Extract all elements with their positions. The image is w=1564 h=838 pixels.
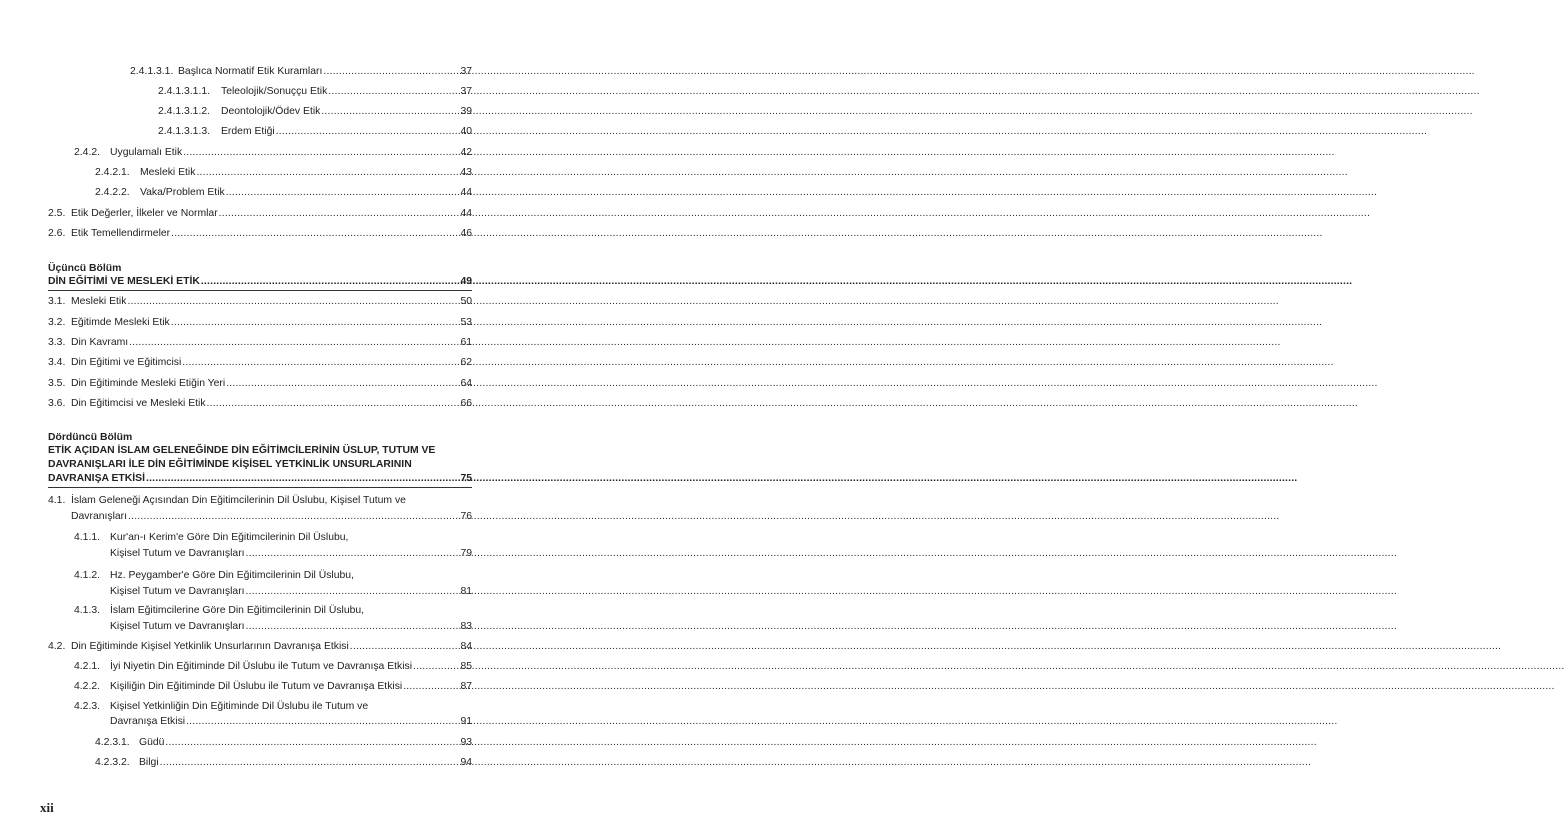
- leader-dots: [246, 585, 460, 598]
- leader-dots: [350, 640, 460, 653]
- entry-title: Erdem Etiği: [221, 126, 275, 137]
- toc-entry[interactable]: [158, 85, 472, 98]
- toc-entry[interactable]: [95, 736, 472, 749]
- entry-title: Mesleki Etik: [140, 167, 196, 178]
- entry-page: 44: [460, 187, 472, 198]
- toc-entry[interactable]: [48, 295, 472, 308]
- entry-number: 4.1.: [48, 495, 66, 506]
- divider: [48, 487, 472, 488]
- toc-entry-line1[interactable]: [74, 569, 354, 582]
- entry-number: 3.4.: [48, 357, 66, 368]
- chapter-heading[interactable]: [48, 472, 472, 485]
- entry-number: 4.1.2.: [74, 570, 100, 581]
- chapter-label: Dördüncü Bölüm: [48, 432, 133, 443]
- entry-page: 42: [460, 147, 472, 158]
- entry-page: 62: [460, 357, 472, 368]
- leader-dots: [413, 660, 459, 673]
- leader-dots: [186, 715, 459, 728]
- entry-page: 50: [460, 296, 472, 307]
- entry-number: 2.4.2.: [74, 147, 100, 158]
- toc-entry[interactable]: [130, 65, 472, 78]
- entry-page: 83: [460, 621, 472, 632]
- entry-page: 61: [460, 337, 472, 348]
- leader-dots: [171, 316, 460, 329]
- entry-number: 2.5.: [48, 208, 66, 219]
- leader-dots: [165, 736, 459, 749]
- leader-dots: [328, 85, 459, 98]
- leader-dots: [171, 227, 459, 240]
- leader-dots: [226, 377, 459, 390]
- entry-page: 64: [460, 378, 472, 389]
- chapter-title-line: ETİK AÇIDAN İSLAM GELENEĞİNDE DİN EĞİTİMCİLERİNİN ÜSLUP, TUTUM VE: [48, 445, 436, 456]
- entry-number: 2.4.1.3.1.2.: [158, 106, 210, 117]
- entry-page: 37: [460, 86, 472, 97]
- entry-number: 2.4.1.3.1.1.: [158, 86, 210, 97]
- toc-entry[interactable]: [48, 316, 472, 329]
- toc-entry[interactable]: [48, 207, 472, 220]
- entry-page: 66: [460, 398, 472, 409]
- leader-dots: [246, 620, 460, 633]
- toc-entry[interactable]: [74, 660, 472, 673]
- entry-page: 53: [460, 317, 472, 328]
- leader-dots: [201, 275, 460, 288]
- toc-entry[interactable]: [110, 585, 472, 598]
- leader-dots: [196, 166, 459, 179]
- entry-number: 2.4.2.2.: [95, 187, 130, 198]
- entry-page: 93: [460, 737, 472, 748]
- entry-number: 4.1.3.: [74, 605, 100, 616]
- chapter-title-line: DAVRANIŞLARI İLE DİN EĞİTİMİNDE KİŞİSEL YETKİNLİK UNSURLARININ: [48, 459, 412, 470]
- entry-page: 91: [460, 716, 472, 727]
- entry-number: 4.2.3.1.: [95, 737, 130, 748]
- chapter-heading[interactable]: [48, 275, 472, 288]
- entry-title: Kişisel Tutum ve Davranışları: [110, 586, 245, 597]
- entry-page: 84: [460, 641, 472, 652]
- toc-entry[interactable]: [48, 397, 472, 410]
- leader-dots: [276, 125, 460, 138]
- entry-number: 2.4.1.3.1.3.: [158, 126, 210, 137]
- entry-page: 87: [460, 681, 472, 692]
- toc-entry[interactable]: [110, 547, 472, 560]
- entry-title: İyi Niyetin Din Eğitiminde Dil Üslubu ile Tutum ve Davranışa Etkisi: [110, 661, 413, 672]
- entry-title: Din Eğitiminde Kişisel Yetkinlik Unsurlarının Davranışa Etkisi: [71, 641, 349, 652]
- entry-title: İslam Eğitimcilerine Göre Din Eğitimcilerinin Dil Üslubu,: [110, 605, 365, 616]
- entry-title: Başlıca Normatif Etik Kuramları: [178, 66, 323, 77]
- toc-entry[interactable]: [74, 146, 472, 159]
- toc-entry[interactable]: [48, 356, 472, 369]
- entry-title: Güdü: [139, 737, 165, 748]
- entry-page: 43: [460, 167, 472, 178]
- entry-title: Kişisel Tutum ve Davranışları: [110, 548, 245, 559]
- entry-title: Vaka/Problem Etik: [140, 187, 225, 198]
- toc-entry[interactable]: [48, 640, 472, 653]
- entry-number: 4.2.2.: [74, 681, 100, 692]
- leader-dots: [183, 146, 459, 159]
- toc-entry[interactable]: [95, 166, 472, 179]
- entry-number: 3.2.: [48, 317, 66, 328]
- entry-page: 40: [460, 126, 472, 137]
- toc-entry[interactable]: [74, 680, 472, 693]
- leader-dots: [323, 65, 459, 78]
- toc-entry[interactable]: [71, 510, 472, 523]
- entry-number: 3.1.: [48, 296, 66, 307]
- entry-number: 3.3.: [48, 337, 66, 348]
- toc-entry[interactable]: [95, 186, 472, 199]
- chapter-page: 75: [460, 473, 472, 484]
- toc-entry[interactable]: [48, 336, 472, 349]
- entry-number: 4.2.1.: [74, 661, 100, 672]
- entry-title: Bilgi: [139, 757, 159, 768]
- entry-page: 85: [460, 661, 472, 672]
- table-of-contents: [0, 0, 531, 838]
- entry-title: Kişiliğin Din Eğitiminde Dil Üslubu ile Tutum ve Davranışa Etkisi: [110, 681, 403, 692]
- entry-page: 76: [460, 511, 472, 522]
- toc-entry-line1[interactable]: [74, 700, 368, 713]
- chapter-title: DİN EĞİTİMİ VE MESLEKİ ETİK: [48, 276, 200, 287]
- entry-title: Uygulamalı Etik: [110, 147, 183, 158]
- entry-number: 4.2.: [48, 641, 66, 652]
- leader-dots: [246, 547, 460, 560]
- entry-title: Eğitimde Mesleki Etik: [71, 317, 170, 328]
- entry-title: Teleolojik/Sonuççu Etik: [221, 86, 328, 97]
- entry-title: Din Kavramı: [71, 337, 129, 348]
- leader-dots: [129, 336, 459, 349]
- entry-title: Davranışları: [71, 511, 128, 522]
- entry-title: Kişisel Tutum ve Davranışları: [110, 621, 245, 632]
- entry-title: Din Eğitimcisi ve Mesleki Etik: [71, 398, 206, 409]
- entry-title: Davranışa Etkisi: [110, 716, 186, 727]
- leader-dots: [160, 756, 460, 769]
- leader-dots: [219, 207, 460, 220]
- entry-title: İslam Geleneği Açısından Din Eğitimcilerinin Dil Üslubu, Kişisel Tutum ve: [71, 495, 406, 506]
- entry-title: Din Eğitiminde Mesleki Etiğin Yeri: [71, 378, 226, 389]
- leader-dots: [321, 105, 459, 118]
- leader-dots: [207, 397, 460, 410]
- entry-number: 3.6.: [48, 398, 66, 409]
- entry-page: 81: [460, 586, 472, 597]
- entry-page: 39: [460, 106, 472, 117]
- entry-title: Kur'an-ı Kerim'e Göre Din Eğitimcilerinin Dil Üslubu,: [110, 532, 349, 543]
- entry-page: 94: [460, 757, 472, 768]
- toc-entry[interactable]: [95, 756, 472, 769]
- divider: [48, 290, 472, 291]
- leader-dots: [128, 510, 459, 523]
- toc-entry[interactable]: [158, 125, 472, 138]
- chapter-label: Üçüncü Bölüm: [48, 263, 122, 274]
- entry-title: Hz. Peygamber'e Göre Din Eğitimcilerinin Dil Üslubu,: [110, 570, 354, 581]
- entry-number: 2.4.2.1.: [95, 167, 130, 178]
- leader-dots: [146, 472, 459, 485]
- toc-entry[interactable]: [158, 105, 472, 118]
- page-number: xii: [40, 800, 54, 815]
- entry-page: 79: [460, 548, 472, 559]
- entry-title: Din Eğitimi ve Eğitimcisi: [71, 357, 182, 368]
- entry-number: 3.5.: [48, 378, 66, 389]
- entry-page: 37: [460, 66, 472, 77]
- entry-number: 4.2.3.: [74, 701, 100, 712]
- leader-dots: [127, 295, 459, 308]
- toc-entry[interactable]: [110, 620, 472, 633]
- toc-entry-line1[interactable]: [48, 494, 406, 507]
- entry-title: Etik Temellendirmeler: [71, 228, 171, 239]
- leader-dots: [226, 186, 460, 199]
- entry-page: 46: [460, 228, 472, 239]
- entry-number: 4.1.1.: [74, 532, 100, 543]
- entry-title: Deontolojik/Ödev Etik: [221, 106, 321, 117]
- entry-number: 2.6.: [48, 228, 66, 239]
- entry-title: Etik Değerler, İlkeler ve Normlar: [71, 208, 218, 219]
- toc-entry-line1[interactable]: [74, 604, 364, 617]
- entry-number: 2.4.1.3.1.: [130, 66, 174, 77]
- leader-dots: [403, 680, 459, 693]
- entry-page: 44: [460, 208, 472, 219]
- entry-title: Kişisel Yetkinliğin Din Eğitiminde Dil Üslubu ile Tutum ve: [110, 701, 369, 712]
- toc-entry[interactable]: [110, 715, 472, 728]
- chapter-page: 49: [460, 276, 472, 287]
- chapter-title-line: DAVRANIŞA ETKİSİ: [48, 473, 145, 484]
- toc-entry[interactable]: [48, 377, 472, 390]
- toc-entry-line1[interactable]: [74, 531, 348, 544]
- entry-number: 4.2.3.2.: [95, 757, 130, 768]
- entry-title: Mesleki Etik: [71, 296, 127, 307]
- leader-dots: [182, 356, 459, 369]
- toc-entry[interactable]: [48, 227, 472, 240]
